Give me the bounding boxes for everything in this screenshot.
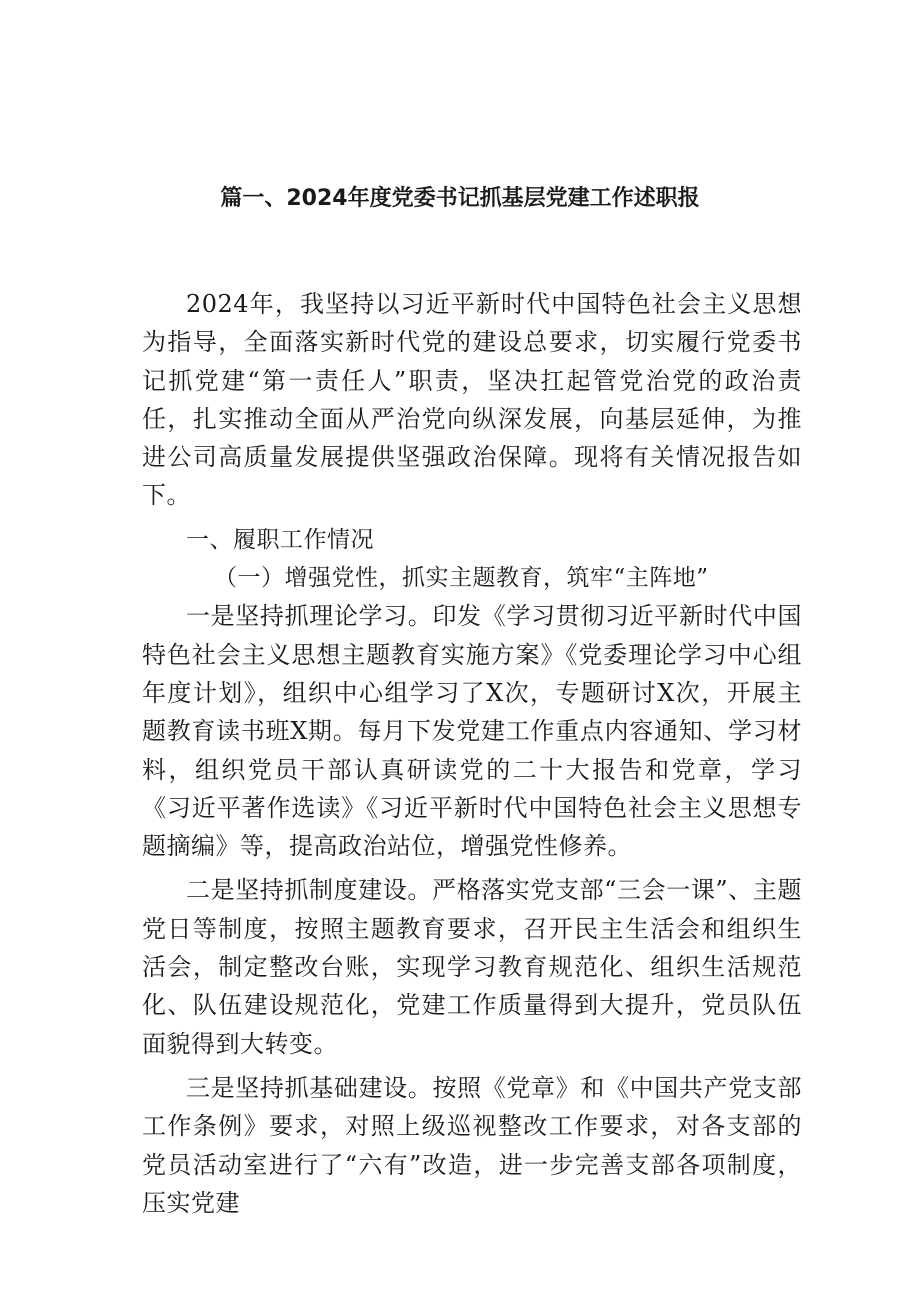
intro-paragraph: 2024年，我坚持以习近平新时代中国特色社会主义思想为指导，全面落实新时代党的建设总要求，切实履行党委书记抓党建“第一责任人”职责，坚决扛起管党治党的政治责任，扎实推动全面从严治党向纵深发展，向基层延伸，为推进公司高质量发展提供坚强政治保障。现将有关情况报告如下。 (142, 290, 802, 510)
body-paragraph: 二是坚持抓制度建设。严格落实党支部“三会一课”、主题党日等制度，按照主题教育要求，召开民主生活会和组织生活会，制定整改台账，实现学习教育规范化、组织生活规范化、队伍建设规范化，党建工作质量得到大提升，党员队伍面貌得到大转变。 (142, 876, 802, 1058)
document-body (142, 285, 802, 1222)
document-title: 篇一、2024年度党委书记抓基层党建工作述职报 (220, 186, 700, 211)
section-heading: 一、履职工作情况 (186, 526, 374, 553)
subsection-heading: （一）增强党性，抓实主题教育，筑牢“主阵地” (214, 565, 709, 592)
body-paragraph: 一是坚持抓理论学习。印发《学习贯彻习近平新时代中国特色社会主义思想主题教育实施方案》《党委理论学习中心组年度计划》，组织中心组学习了X次，专题研讨X次，开展主题教育读书班X期。每月下发党建工作重点内容通知、学习材料，组织党员干部认真研读党的二十大报告和党章，学习《习近平著作选读》《习近平新时代中国特色社会主义思想专题摘编》等，提高政治站位，增强党性修养。 (142, 602, 802, 861)
body-paragraph: 三是坚持抓基础建设。按照《党章》和《中国共产党支部工作条例》要求，对照上级巡视整改工作要求，对各支部的党员活动室进行了“六有”改造，进一步完善支部各项制度，压实党建 (142, 1073, 802, 1217)
